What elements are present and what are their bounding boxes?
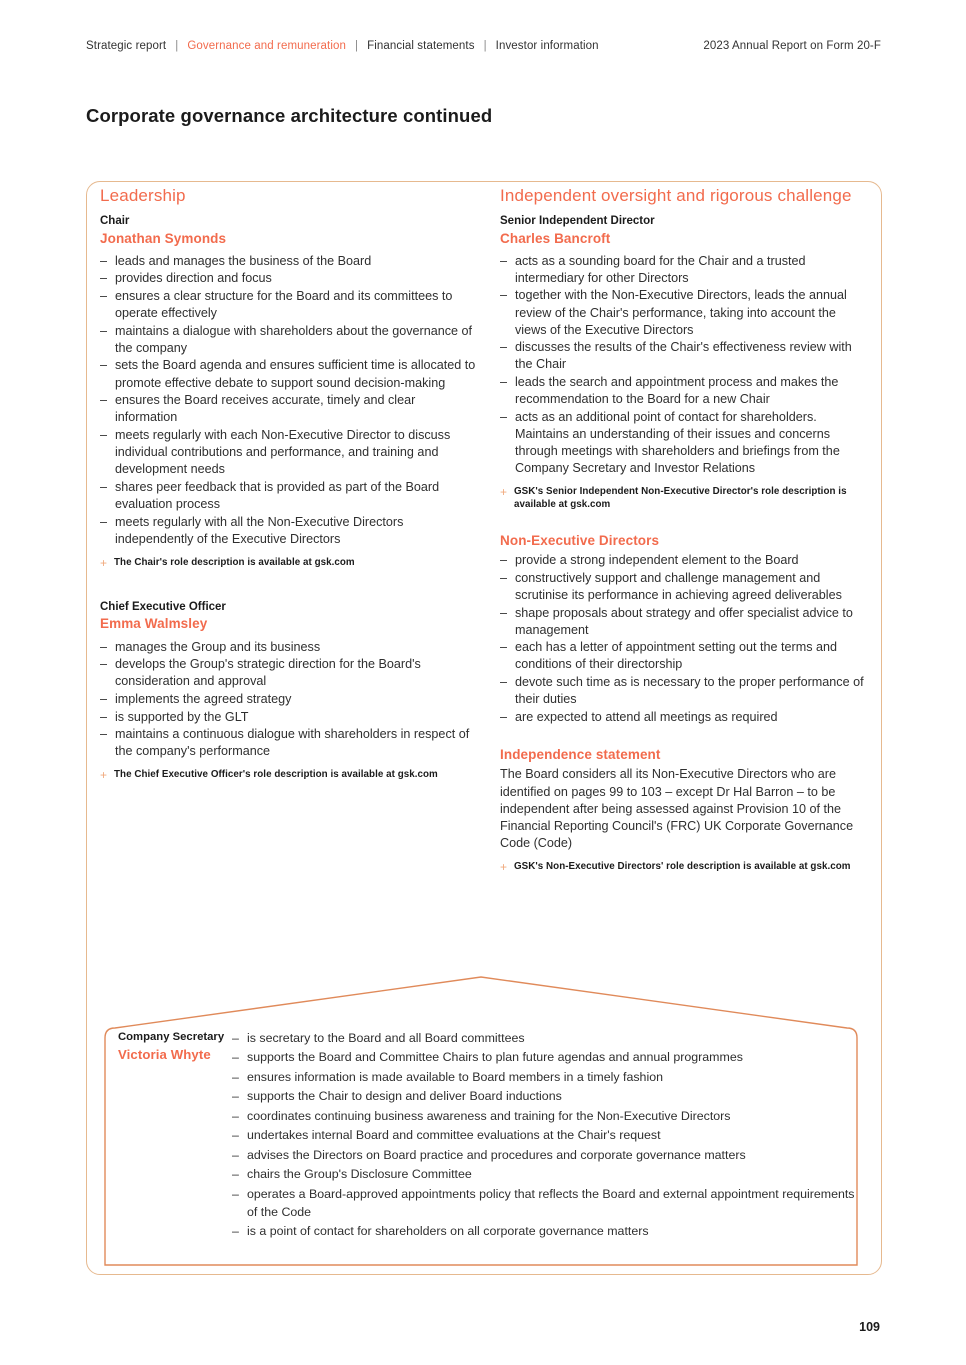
chair-role-description-text: The Chair's role description is available at gsk.com [114,556,355,568]
list-item: – ensures a clear structure for the Board and its committees to operate effectively [100,288,480,322]
company-secretary-role-title: Company Secretary [118,1031,225,1043]
plus-icon: + [500,860,508,875]
non-executive-directors-block [500,533,868,726]
ned-role-description-text: GSK's Non-Executive Directors' role description is available at gsk.com [514,861,851,873]
independence-statement-heading: Independence statement [500,747,661,763]
ned-heading: Non-Executive Directors [500,533,660,549]
ned-role-description-link[interactable] [500,861,868,874]
page-header [86,40,881,52]
page-title: Corporate governance architecture continued [86,105,493,126]
company-secretary-block [104,1030,858,1243]
ceo-role-description-link[interactable] [100,769,480,782]
architecture-columns [86,186,882,874]
plus-icon: + [500,485,508,500]
block-spacer [100,570,480,600]
independent-oversight-heading: Independent oversight and rigorous challenge [500,186,852,205]
nav-separator: | [355,40,359,52]
list-item: – devote such time as is necessary to the proper performance of their duties [500,674,868,708]
list-item: – leads and manages the business of the Board [100,253,480,270]
nav-item-strategic-report[interactable]: Strategic report [86,40,167,52]
list-item: – supports the Chair to design and deliver Board inductions [232,1088,858,1106]
chair-role-title: Chair [100,215,130,227]
block-spacer [500,512,868,533]
list-item: – together with the Non-Executive Directors, leads the annual review of the Chair's performance, taking into account the views of the Executive Directors [500,287,868,338]
chair-role-description-link[interactable] [100,557,480,570]
list-item: – acts as a sounding board for the Chair and a trusted intermediary for other Directors [500,253,868,287]
block-spacer [500,726,868,747]
list-item: – maintains a continuous dialogue with shareholders in respect of the company's performance [100,726,480,760]
list-item: – supports the Board and Committee Chairs to plan future agendas and annual programmes [232,1049,858,1067]
list-item: – maintains a dialogue with shareholders about the governance of the company [100,323,480,357]
company-secretary-name: Victoria Whyte [118,1046,211,1062]
sid-role-description-text: GSK's Senior Independent Non-Executive Director's role description is available at gsk.com [514,486,847,511]
list-item: – provides direction and focus [100,270,480,287]
ned-responsibilities-list [500,552,868,726]
list-item: – meets regularly with all the Non-Executive Directors independently of the Executive Directors [100,514,480,548]
chair-block [100,214,480,570]
list-item: – meets regularly with each Non-Executive Director to discuss individual contributions and performance, and training and development needs [100,427,480,478]
list-item: – discusses the results of the Chair's effectiveness review with the Chair [500,339,868,373]
list-item: – shares peer feedback that is provided as part of the Board evaluation process [100,479,480,513]
ceo-responsibilities-list [100,639,480,761]
list-item: – implements the agreed strategy [100,691,480,708]
list-item: – coordinates continuing business awareness and training for the Non-Executive Directors [232,1108,858,1126]
list-item: – shape proposals about strategy and offer specialist advice to management [500,605,868,639]
page-number: 109 [859,1320,880,1334]
list-item: – is a point of contact for shareholders on all corporate governance matters [232,1223,858,1241]
list-item: – manages the Group and its business [100,639,480,656]
list-item: – is secretary to the Board and all Board committees [232,1030,858,1048]
list-item: – develops the Group's strategic direction for the Board's consideration and approval [100,656,480,690]
list-item: – ensures information is made available to Board members in a timely fashion [232,1069,858,1087]
sid-responsibilities-list [500,253,868,478]
senior-independent-director-block [500,214,868,512]
list-item: – is supported by the GLT [100,709,480,726]
list-item: – constructively support and challenge management and scrutinise its performance in achieving agreed deliverables [500,570,868,604]
list-item: – ensures the Board receives accurate, timely and clear information [100,392,480,426]
plus-icon: + [100,555,108,570]
nav-separator: | [483,40,487,52]
list-item: – acts as an additional point of contact for shareholders. Maintains an understanding of their issues and concerns through meetings with shareholders and briefings from the Company Secretary and Investor Relations [500,409,868,478]
leadership-heading: Leadership [100,186,186,205]
list-item: – undertakes internal Board and committee evaluations at the Chair's request [232,1127,858,1145]
list-item: – operates a Board-approved appointments policy that reflects the Board and external appointment requirements of the Code [232,1186,858,1222]
section-nav [86,40,599,52]
nav-item-governance-and-remuneration[interactable]: Governance and remuneration [187,40,346,52]
company-secretary-responsibilities-list [232,1030,858,1241]
independent-oversight-column [490,186,882,874]
sid-role-description-link[interactable] [500,486,868,512]
sid-name: Charles Bancroft [500,230,611,246]
ceo-role-description-text: The Chief Executive Officer's role description is available at gsk.com [114,769,438,781]
ceo-role-title: Chief Executive Officer [100,600,226,613]
ceo-name: Emma Walmsley [100,616,208,632]
independence-statement-block [500,747,868,874]
company-secretary-label [104,1030,232,1243]
list-item: – each has a letter of appointment setting out the terms and conditions of their directorship [500,639,868,673]
nav-item-financial-statements[interactable]: Financial statements [367,40,475,52]
leadership-column [86,186,490,874]
ceo-block [100,600,480,783]
list-item: – are expected to attend all meetings as required [500,709,868,726]
list-item: – chairs the Group's Disclosure Committee [232,1166,858,1184]
list-item: – advises the Directors on Board practice and procedures and corporate governance matters [232,1147,858,1165]
list-item: – provide a strong independent element to the Board [500,552,868,569]
report-label: 2023 Annual Report on Form 20-F [703,40,881,52]
nav-separator: | [175,40,179,52]
list-item: – leads the search and appointment process and makes the recommendation to the Board for a new Chair [500,374,868,408]
chair-name: Jonathan Symonds [100,230,227,246]
chair-responsibilities-list [100,253,480,548]
independence-statement-text: The Board considers all its Non-Executive Directors who are identified on pages 99 to 103 – except Dr Hal Barron – to be independent after being assessed against Provision 10 of the Financial Reporting Council's (FRC) UK Corporate Governance Code (Code) [500,767,854,850]
nav-item-investor-information[interactable]: Investor information [495,40,599,52]
company-secretary-responsibilities [232,1030,858,1243]
list-item: – sets the Board agenda and ensures sufficient time is allocated to promote effective debate to support sound decision-making [100,357,480,391]
sid-role-title: Senior Independent Director [500,215,655,227]
plus-icon: + [100,768,108,783]
